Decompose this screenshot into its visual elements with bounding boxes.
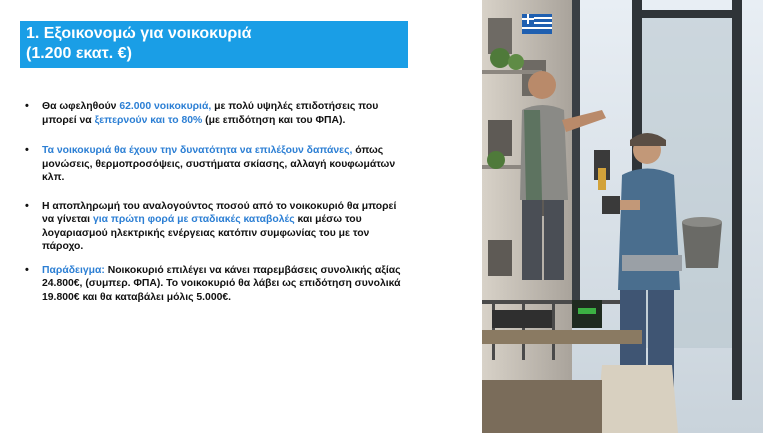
bullet-text-segment: Νοικοκυριό επιλέγει να κάνει παρεμβάσεις συνολικής αξίας 24.800€, (συμπερ. ΦΠΑ). Το νοικοκυριό θα λάβει ως επιδότηση συνολικά 19.800€ και θα καταβάλει μόλις 5.000€. — [42, 264, 401, 303]
bullet-text-segment: Η αποπληρωμή του αναλογούντος ποσού από το νοικοκυριό θα μπορεί να γίνεται — [42, 200, 397, 225]
highlight-installments: για πρώτη φορά με σταδιακές καταβολές — [92, 214, 295, 225]
highlight-households-count: 62.000 νοικοκυριά, — [119, 101, 212, 112]
highlight-subsidy-rate: ξεπερνούν και το 80% — [94, 114, 203, 126]
bullet-beneficiaries — [22, 100, 407, 127]
bullet-text-segment: με πολύ υψηλές επιδοτήσεις που μπορεί να — [42, 101, 379, 126]
bullet-text-segment: και μέσω του λογαριασμού ηλεκτρικής ενέργειας κατόπιν συμφωνίας του με τον πάροχο. — [42, 214, 370, 252]
bullet-text-segment: όπως μονώσεις, θερμοπροσόψεις, συστήματα σκίασης, αλλαγή κουφωμάτων κλπ. — [42, 145, 396, 183]
slide-title-box — [20, 21, 408, 68]
highlight-example-label: Παράδειγμα: — [42, 264, 105, 276]
bullet-repayment — [22, 200, 407, 254]
bullet-eligible-expenses — [22, 144, 407, 185]
slide-title-line-2: (1.200 εκατ. €) — [26, 45, 132, 62]
bullet-example — [22, 264, 407, 305]
highlight-choice: Τα νοικοκυριά θα έχουν την δυνατότητα να επιλέξουν δαπάνες, — [42, 145, 353, 156]
bullet-text-segment: Θα ωφεληθούν — [42, 101, 120, 112]
slide-title-line-1: 1. Εξοικονομώ για νοικοκυριά — [26, 25, 252, 42]
bullet-text-segment: (με επιδότηση και του ΦΠΑ). — [202, 114, 346, 126]
bullet-list — [22, 100, 407, 304]
workers-installing-window-photo — [482, 0, 763, 433]
